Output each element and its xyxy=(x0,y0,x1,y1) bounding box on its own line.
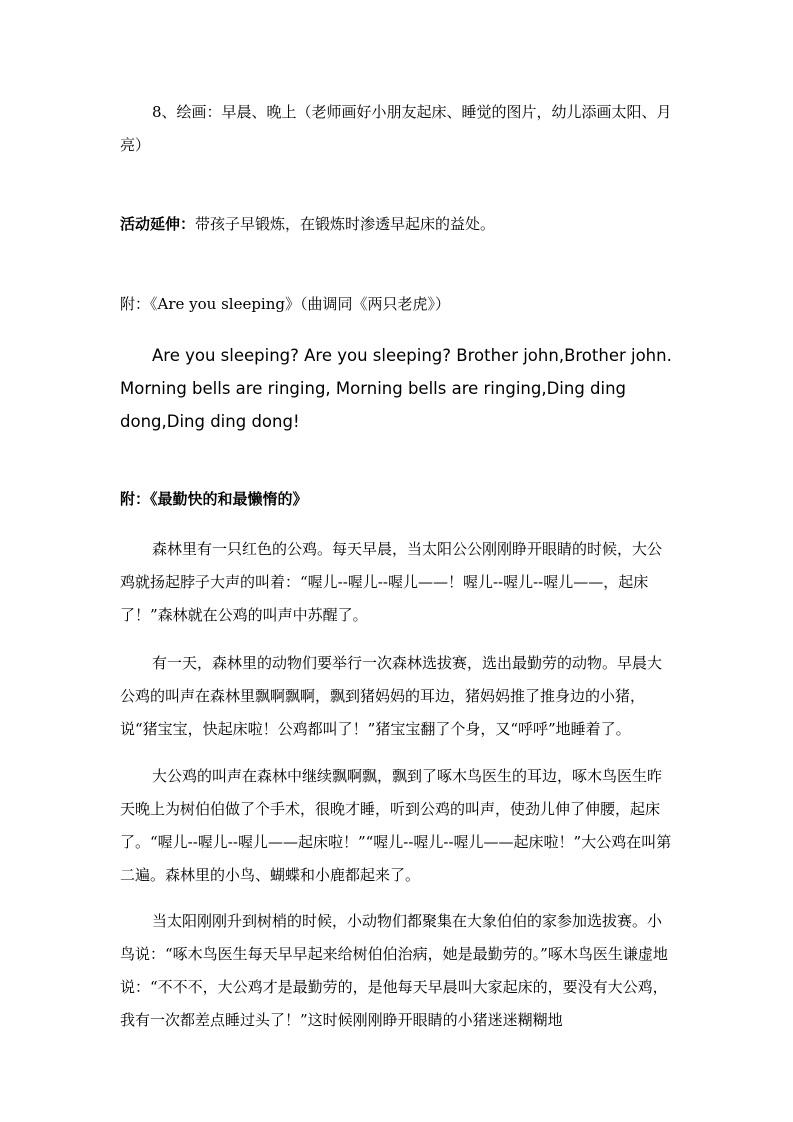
song-lyrics-paragraph xyxy=(120,339,675,438)
drawing-activity-text: 8、绘画：早晨、晚上（老师画好小朋友起床、睡觉的图片，幼儿添画太阳、月亮） xyxy=(120,103,672,154)
activity-extension-text: 带孩子早锻炼，在锻炼时渗透早起床的益处。 xyxy=(195,215,496,233)
story-paragraph-2 xyxy=(120,647,675,746)
story-paragraph-4-text: 当太阳刚刚升到树梢的时候，小动物们都聚集在大象伯伯的家参加选拔赛。小鸟说：“啄木鸟医生每天早早起来给树伯伯治病，她是最勤劳的。”啄木鸟医生谦虚地说：“不不不，大公鸡才是最勤劳的，是他每天早晨叫大家起床的，要没有大公鸡，我有一次都差点睡过头了！”这时候刚刚睁开眼睛的小猪迷迷糊糊地 xyxy=(120,912,668,1029)
story-paragraph-1-text: 森林里有一只红色的公鸡。每天早晨，当太阳公公刚刚睁开眼睛的时候，大公鸡就扬起脖子大声的叫着：“喔儿--喔儿--喔儿——！喔儿--喔儿--喔儿——，起床了！”森林就在公鸡的叫声中苏醒了。 xyxy=(120,540,663,624)
story-paragraph-3-text: 大公鸡的叫声在森林中继续飘啊飘，飘到了啄木鸟医生的耳边，啄木鸟医生昨天晚上为树伯伯做了个手术，很晚才睡，听到公鸡的叫声，使劲儿伸了伸腰，起床了。“喔儿--喔儿--喔儿——起床啦！”“喔儿--喔儿--喔儿——起床啦！”大公鸡在叫第二遍。森林里的小鸟、蝴蝶和小鹿都起来了。 xyxy=(120,767,672,884)
drawing-activity-paragraph xyxy=(120,96,675,162)
story-paragraph-1 xyxy=(120,533,675,632)
song-appendix-heading: 附：《Are you sleeping》（曲调同《两只老虎》） xyxy=(120,295,450,313)
story-appendix-heading: 附：《最勤快的和最懒惰的》 xyxy=(120,490,308,508)
song-lyrics-text: Are you sleeping? Are you sleeping? Brother john,Brother john. Morning bells are ringing, Morning bells are ringing,Ding ding dong,Ding ding dong! xyxy=(120,346,672,431)
activity-extension-separator: ： xyxy=(180,215,196,233)
story-paragraph-2-text: 有一天，森林里的动物们要举行一次森林选拔赛，选出最勤劳的动物。早晨大公鸡的叫声在森林里飘啊飘啊，飘到猪妈妈的耳边，猪妈妈推了推身边的小猪，说“猪宝宝，快起床啦！公鸡都叫了！”猪宝宝翻了个身，又“呼呼”地睡着了。 xyxy=(120,654,663,738)
story-paragraph-4 xyxy=(120,905,675,1037)
activity-extension-paragraph xyxy=(120,209,675,239)
activity-extension-label: 活动延伸 xyxy=(120,215,181,233)
story-paragraph-3 xyxy=(120,760,675,892)
